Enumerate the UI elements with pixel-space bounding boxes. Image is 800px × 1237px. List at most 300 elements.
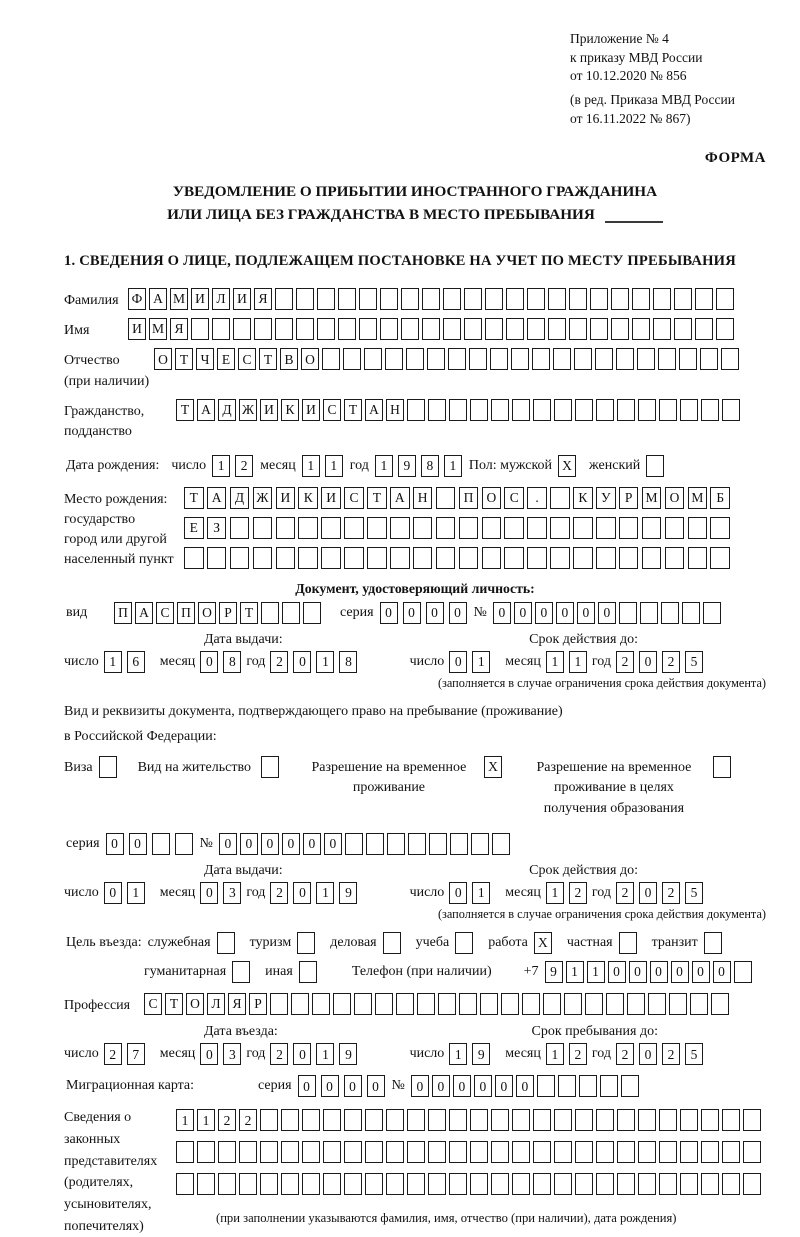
form-cell[interactable]	[367, 547, 387, 569]
form-cell[interactable]	[688, 547, 708, 569]
form-cell[interactable]: И	[302, 399, 320, 421]
form-cell[interactable]: 0	[367, 1075, 385, 1097]
form-cell[interactable]: Н	[386, 399, 404, 421]
form-cell[interactable]: 1	[104, 651, 122, 673]
form-cell[interactable]: Р	[219, 602, 237, 624]
form-cell[interactable]	[470, 1173, 488, 1195]
form-cell[interactable]	[230, 547, 250, 569]
form-cell[interactable]: Д	[218, 399, 236, 421]
form-cell[interactable]	[627, 993, 645, 1015]
form-cell[interactable]	[176, 1141, 194, 1163]
purpose-private-checkbox[interactable]	[619, 932, 640, 954]
form-cell[interactable]	[491, 399, 509, 421]
form-cell[interactable]: П	[177, 602, 195, 624]
form-cell[interactable]	[710, 547, 730, 569]
form-cell[interactable]	[537, 1075, 555, 1097]
form-cell[interactable]: 1	[449, 1043, 467, 1065]
form-cell[interactable]	[449, 1109, 467, 1131]
form-cell[interactable]	[464, 288, 482, 310]
form-cell[interactable]	[616, 348, 634, 370]
form-cell[interactable]: А	[135, 602, 153, 624]
form-cell[interactable]	[233, 318, 251, 340]
form-cell[interactable]	[554, 1173, 572, 1195]
form-cell[interactable]	[317, 318, 335, 340]
form-cell[interactable]: 2	[616, 882, 634, 904]
form-cell[interactable]	[596, 1141, 614, 1163]
form-cell[interactable]	[428, 1141, 446, 1163]
form-cell[interactable]: П	[459, 487, 479, 509]
form-cell[interactable]	[485, 288, 503, 310]
form-cell[interactable]: И	[233, 288, 251, 310]
form-cell[interactable]	[322, 348, 340, 370]
form-cell[interactable]: Т	[367, 487, 387, 509]
form-cell[interactable]	[438, 993, 456, 1015]
sex-male-checkbox[interactable]	[558, 455, 579, 477]
form-cell[interactable]: Л	[212, 288, 230, 310]
form-cell[interactable]: 1	[325, 455, 343, 477]
form-cell[interactable]	[407, 399, 425, 421]
form-cell[interactable]	[436, 547, 456, 569]
form-cell[interactable]: 0	[514, 602, 532, 624]
form-cell[interactable]: 0	[380, 602, 398, 624]
form-cell[interactable]: 5	[685, 1043, 703, 1065]
form-cell[interactable]: 9	[398, 455, 416, 477]
form-cell[interactable]	[703, 602, 721, 624]
form-cell[interactable]	[527, 318, 545, 340]
form-cell[interactable]	[390, 517, 410, 539]
form-cell[interactable]	[218, 1141, 236, 1163]
form-cell[interactable]	[527, 547, 547, 569]
form-cell[interactable]	[701, 399, 719, 421]
form-cell[interactable]	[504, 517, 524, 539]
form-cell[interactable]	[338, 288, 356, 310]
form-cell[interactable]	[575, 399, 593, 421]
form-cell[interactable]	[722, 399, 740, 421]
form-cell[interactable]: 2	[662, 882, 680, 904]
temp-residence-education-checkbox[interactable]	[713, 756, 734, 778]
form-cell[interactable]: 0	[104, 882, 122, 904]
form-cell[interactable]: М	[170, 288, 188, 310]
form-cell[interactable]: О	[198, 602, 216, 624]
form-cell[interactable]	[385, 348, 403, 370]
form-cell[interactable]: 1	[546, 1043, 564, 1065]
form-cell[interactable]	[383, 932, 401, 954]
form-cell[interactable]	[366, 833, 384, 855]
form-cell[interactable]	[260, 1173, 278, 1195]
form-cell[interactable]: К	[573, 487, 593, 509]
form-cell[interactable]	[680, 399, 698, 421]
form-cell[interactable]	[375, 993, 393, 1015]
form-cell[interactable]: 3	[223, 882, 241, 904]
form-cell[interactable]	[217, 932, 235, 954]
form-cell[interactable]: 1	[472, 882, 490, 904]
form-cell[interactable]	[511, 348, 529, 370]
form-cell[interactable]	[632, 288, 650, 310]
form-cell[interactable]	[380, 288, 398, 310]
form-cell[interactable]: 0	[240, 833, 258, 855]
form-cell[interactable]	[401, 318, 419, 340]
form-cell[interactable]: Ф	[128, 288, 146, 310]
form-cell[interactable]: 0	[282, 833, 300, 855]
form-cell[interactable]: И	[276, 487, 296, 509]
form-cell[interactable]: М	[642, 487, 662, 509]
form-cell[interactable]	[506, 318, 524, 340]
form-cell[interactable]: А	[390, 487, 410, 509]
form-cell[interactable]: А	[207, 487, 227, 509]
purpose-business-checkbox[interactable]	[383, 932, 404, 954]
form-cell[interactable]	[449, 1173, 467, 1195]
form-cell[interactable]	[470, 399, 488, 421]
form-cell[interactable]	[527, 517, 547, 539]
form-cell[interactable]	[638, 1173, 656, 1195]
form-cell[interactable]	[386, 1173, 404, 1195]
form-cell[interactable]	[380, 318, 398, 340]
form-cell[interactable]	[464, 318, 482, 340]
form-cell[interactable]: Ж	[239, 399, 257, 421]
form-cell[interactable]: О	[665, 487, 685, 509]
form-cell[interactable]: 0	[608, 961, 626, 983]
form-cell[interactable]	[429, 833, 447, 855]
form-cell[interactable]	[218, 1173, 236, 1195]
form-cell[interactable]	[321, 517, 341, 539]
form-cell[interactable]	[470, 1141, 488, 1163]
form-cell[interactable]	[611, 288, 629, 310]
form-cell[interactable]: К	[281, 399, 299, 421]
form-cell[interactable]	[722, 1109, 740, 1131]
form-cell[interactable]	[704, 932, 722, 954]
form-cell[interactable]	[491, 1141, 509, 1163]
form-cell[interactable]	[480, 993, 498, 1015]
form-cell[interactable]	[390, 547, 410, 569]
form-cell[interactable]: 2	[218, 1109, 236, 1131]
form-cell[interactable]	[573, 517, 593, 539]
form-cell[interactable]	[596, 1173, 614, 1195]
form-cell[interactable]	[682, 602, 700, 624]
form-cell[interactable]: 0	[261, 833, 279, 855]
form-cell[interactable]	[99, 756, 117, 778]
form-cell[interactable]	[669, 993, 687, 1015]
form-cell[interactable]	[470, 1109, 488, 1131]
form-cell[interactable]	[501, 993, 519, 1015]
form-cell[interactable]: Ж	[253, 487, 273, 509]
form-cell[interactable]	[680, 1109, 698, 1131]
form-cell[interactable]: Е	[217, 348, 235, 370]
form-cell[interactable]	[239, 1141, 257, 1163]
form-cell[interactable]	[504, 547, 524, 569]
form-cell[interactable]	[533, 1141, 551, 1163]
form-cell[interactable]	[365, 1109, 383, 1131]
form-cell[interactable]	[296, 288, 314, 310]
temp-residence-checkbox[interactable]	[484, 756, 505, 778]
form-cell[interactable]	[455, 932, 473, 954]
form-cell[interactable]	[661, 602, 679, 624]
form-cell[interactable]: 1	[587, 961, 605, 983]
form-cell[interactable]: 2	[239, 1109, 257, 1131]
form-cell[interactable]	[428, 1173, 446, 1195]
form-cell[interactable]	[417, 993, 435, 1015]
form-cell[interactable]	[298, 517, 318, 539]
form-cell[interactable]	[619, 547, 639, 569]
form-cell[interactable]: 8	[223, 651, 241, 673]
form-cell[interactable]: И	[321, 487, 341, 509]
form-cell[interactable]: 1	[212, 455, 230, 477]
form-cell[interactable]	[359, 288, 377, 310]
form-cell[interactable]	[296, 318, 314, 340]
form-cell[interactable]	[253, 547, 273, 569]
form-cell[interactable]	[449, 399, 467, 421]
form-cell[interactable]: Т	[176, 399, 194, 421]
form-cell[interactable]: 0	[713, 961, 731, 983]
form-cell[interactable]: 0	[293, 882, 311, 904]
form-cell[interactable]: 0	[106, 833, 124, 855]
form-cell[interactable]: 7	[127, 1043, 145, 1065]
form-cell[interactable]	[743, 1141, 761, 1163]
form-cell[interactable]: 0	[577, 602, 595, 624]
form-cell[interactable]: 0	[453, 1075, 471, 1097]
form-cell[interactable]	[642, 547, 662, 569]
form-cell[interactable]: Т	[240, 602, 258, 624]
form-cell[interactable]: 1	[316, 651, 334, 673]
form-cell[interactable]	[450, 833, 468, 855]
purpose-transit-checkbox[interactable]	[704, 932, 725, 954]
form-cell[interactable]	[596, 517, 616, 539]
form-cell[interactable]: К	[298, 487, 318, 509]
form-cell[interactable]	[533, 399, 551, 421]
form-cell[interactable]: 0	[692, 961, 710, 983]
form-cell[interactable]: 0	[303, 833, 321, 855]
form-cell[interactable]	[443, 288, 461, 310]
form-cell[interactable]	[716, 318, 734, 340]
form-cell[interactable]	[532, 348, 550, 370]
form-cell[interactable]: Д	[230, 487, 250, 509]
form-cell[interactable]: 8	[339, 651, 357, 673]
form-cell[interactable]	[354, 993, 372, 1015]
purpose-study-checkbox[interactable]	[455, 932, 476, 954]
form-cell[interactable]	[443, 318, 461, 340]
form-cell[interactable]	[590, 288, 608, 310]
form-cell[interactable]: 0	[200, 1043, 218, 1065]
form-cell[interactable]	[275, 318, 293, 340]
form-cell[interactable]	[344, 547, 364, 569]
form-cell[interactable]	[197, 1141, 215, 1163]
form-cell[interactable]	[413, 517, 433, 539]
form-cell[interactable]	[638, 1141, 656, 1163]
form-cell[interactable]	[448, 348, 466, 370]
form-cell[interactable]	[564, 993, 582, 1015]
form-cell[interactable]	[619, 517, 639, 539]
form-cell[interactable]	[491, 1109, 509, 1131]
form-cell[interactable]	[550, 487, 570, 509]
form-cell[interactable]	[302, 1141, 320, 1163]
form-cell[interactable]	[323, 1141, 341, 1163]
form-cell[interactable]	[595, 348, 613, 370]
form-cell[interactable]	[449, 1141, 467, 1163]
form-cell[interactable]	[302, 1109, 320, 1131]
form-cell[interactable]	[359, 318, 377, 340]
form-cell[interactable]	[512, 1141, 530, 1163]
form-cell[interactable]: 0	[493, 602, 511, 624]
form-cell[interactable]	[386, 1141, 404, 1163]
form-cell[interactable]: 1	[197, 1109, 215, 1131]
form-cell[interactable]: Я	[254, 288, 272, 310]
form-cell[interactable]: 1	[316, 1043, 334, 1065]
form-cell[interactable]: 0	[449, 602, 467, 624]
form-cell[interactable]	[261, 756, 279, 778]
form-cell[interactable]: 9	[545, 961, 563, 983]
form-cell[interactable]	[422, 288, 440, 310]
form-cell[interactable]: 0	[129, 833, 147, 855]
form-cell[interactable]	[344, 1173, 362, 1195]
form-cell[interactable]	[734, 961, 752, 983]
form-cell[interactable]	[710, 517, 730, 539]
form-cell[interactable]	[596, 1109, 614, 1131]
form-cell[interactable]	[690, 993, 708, 1015]
form-cell[interactable]	[611, 318, 629, 340]
form-cell[interactable]	[632, 318, 650, 340]
form-cell[interactable]	[522, 993, 540, 1015]
form-cell[interactable]	[485, 318, 503, 340]
form-cell[interactable]: И	[260, 399, 278, 421]
form-cell[interactable]: О	[301, 348, 319, 370]
form-cell[interactable]	[323, 1109, 341, 1131]
form-cell[interactable]	[701, 1109, 719, 1131]
form-cell[interactable]	[543, 993, 561, 1015]
form-cell[interactable]	[533, 1109, 551, 1131]
form-cell[interactable]	[701, 1141, 719, 1163]
form-cell[interactable]: 2	[270, 882, 288, 904]
form-cell[interactable]	[422, 318, 440, 340]
form-cell[interactable]	[281, 1109, 299, 1131]
form-cell[interactable]: П	[114, 602, 132, 624]
form-cell[interactable]	[175, 833, 193, 855]
form-cell[interactable]	[575, 1173, 593, 1195]
form-cell[interactable]	[617, 399, 635, 421]
form-cell[interactable]	[695, 318, 713, 340]
form-cell[interactable]: А	[197, 399, 215, 421]
form-cell[interactable]	[573, 547, 593, 569]
form-cell[interactable]	[553, 348, 571, 370]
purpose-other-checkbox[interactable]	[299, 961, 320, 983]
form-cell[interactable]: 0	[639, 651, 657, 673]
form-cell[interactable]	[743, 1109, 761, 1131]
form-cell[interactable]: Я	[228, 993, 246, 1015]
form-cell[interactable]: 0	[449, 651, 467, 673]
form-cell[interactable]: 0	[671, 961, 689, 983]
form-cell[interactable]	[152, 833, 170, 855]
form-cell[interactable]: 1	[302, 455, 320, 477]
form-cell[interactable]: 8	[421, 455, 439, 477]
form-cell[interactable]	[367, 517, 387, 539]
purpose-tourism-checkbox[interactable]	[297, 932, 318, 954]
form-cell[interactable]: 1	[546, 882, 564, 904]
form-cell[interactable]	[659, 1141, 677, 1163]
form-cell[interactable]	[260, 1109, 278, 1131]
form-cell[interactable]	[548, 318, 566, 340]
form-cell[interactable]	[197, 1173, 215, 1195]
form-cell[interactable]	[617, 1141, 635, 1163]
form-cell[interactable]: 1	[566, 961, 584, 983]
form-cell[interactable]	[232, 961, 250, 983]
form-cell[interactable]	[407, 1141, 425, 1163]
form-cell[interactable]: X	[534, 932, 552, 954]
form-cell[interactable]	[679, 348, 697, 370]
form-cell[interactable]: 0	[495, 1075, 513, 1097]
form-cell[interactable]: .	[527, 487, 547, 509]
form-cell[interactable]	[436, 517, 456, 539]
form-cell[interactable]	[665, 517, 685, 539]
form-cell[interactable]: 0	[293, 1043, 311, 1065]
form-cell[interactable]: 9	[339, 882, 357, 904]
form-cell[interactable]: 0	[200, 651, 218, 673]
form-cell[interactable]: 0	[426, 602, 444, 624]
form-cell[interactable]	[387, 833, 405, 855]
form-cell[interactable]	[207, 547, 227, 569]
form-cell[interactable]: 5	[685, 651, 703, 673]
form-cell[interactable]	[713, 756, 731, 778]
form-cell[interactable]: 0	[629, 961, 647, 983]
form-cell[interactable]: 1	[176, 1109, 194, 1131]
form-cell[interactable]: 1	[375, 455, 393, 477]
form-cell[interactable]: 0	[403, 602, 421, 624]
form-cell[interactable]: Ч	[196, 348, 214, 370]
form-cell[interactable]	[548, 288, 566, 310]
form-cell[interactable]: 0	[344, 1075, 362, 1097]
form-cell[interactable]: 1	[472, 651, 490, 673]
form-cell[interactable]	[659, 1109, 677, 1131]
form-cell[interactable]: 0	[200, 882, 218, 904]
form-cell[interactable]	[176, 1173, 194, 1195]
form-cell[interactable]	[396, 993, 414, 1015]
form-cell[interactable]	[674, 318, 692, 340]
form-cell[interactable]	[554, 1141, 572, 1163]
form-cell[interactable]	[638, 399, 656, 421]
form-cell[interactable]: 0	[324, 833, 342, 855]
form-cell[interactable]	[261, 602, 279, 624]
form-cell[interactable]	[407, 1173, 425, 1195]
form-cell[interactable]	[184, 547, 204, 569]
form-cell[interactable]	[239, 1173, 257, 1195]
form-cell[interactable]	[212, 318, 230, 340]
form-cell[interactable]	[338, 318, 356, 340]
form-cell[interactable]	[276, 517, 296, 539]
form-cell[interactable]	[680, 1141, 698, 1163]
form-cell[interactable]: 0	[516, 1075, 534, 1097]
form-cell[interactable]: Р	[249, 993, 267, 1015]
form-cell[interactable]: 0	[449, 882, 467, 904]
form-cell[interactable]	[574, 348, 592, 370]
form-cell[interactable]	[469, 348, 487, 370]
form-cell[interactable]	[550, 547, 570, 569]
form-cell[interactable]: 0	[432, 1075, 450, 1097]
form-cell[interactable]: 2	[616, 1043, 634, 1065]
form-cell[interactable]	[482, 547, 502, 569]
form-cell[interactable]: 0	[598, 602, 616, 624]
form-cell[interactable]	[621, 1075, 639, 1097]
form-cell[interactable]	[344, 517, 364, 539]
form-cell[interactable]	[297, 932, 315, 954]
form-cell[interactable]	[711, 993, 729, 1015]
form-cell[interactable]: М	[149, 318, 167, 340]
form-cell[interactable]	[527, 288, 545, 310]
form-cell[interactable]	[701, 1173, 719, 1195]
form-cell[interactable]	[281, 1141, 299, 1163]
form-cell[interactable]: Т	[344, 399, 362, 421]
form-cell[interactable]: 2	[270, 1043, 288, 1065]
form-cell[interactable]	[413, 547, 433, 569]
form-cell[interactable]	[743, 1173, 761, 1195]
form-cell[interactable]	[386, 1109, 404, 1131]
form-cell[interactable]	[344, 1141, 362, 1163]
